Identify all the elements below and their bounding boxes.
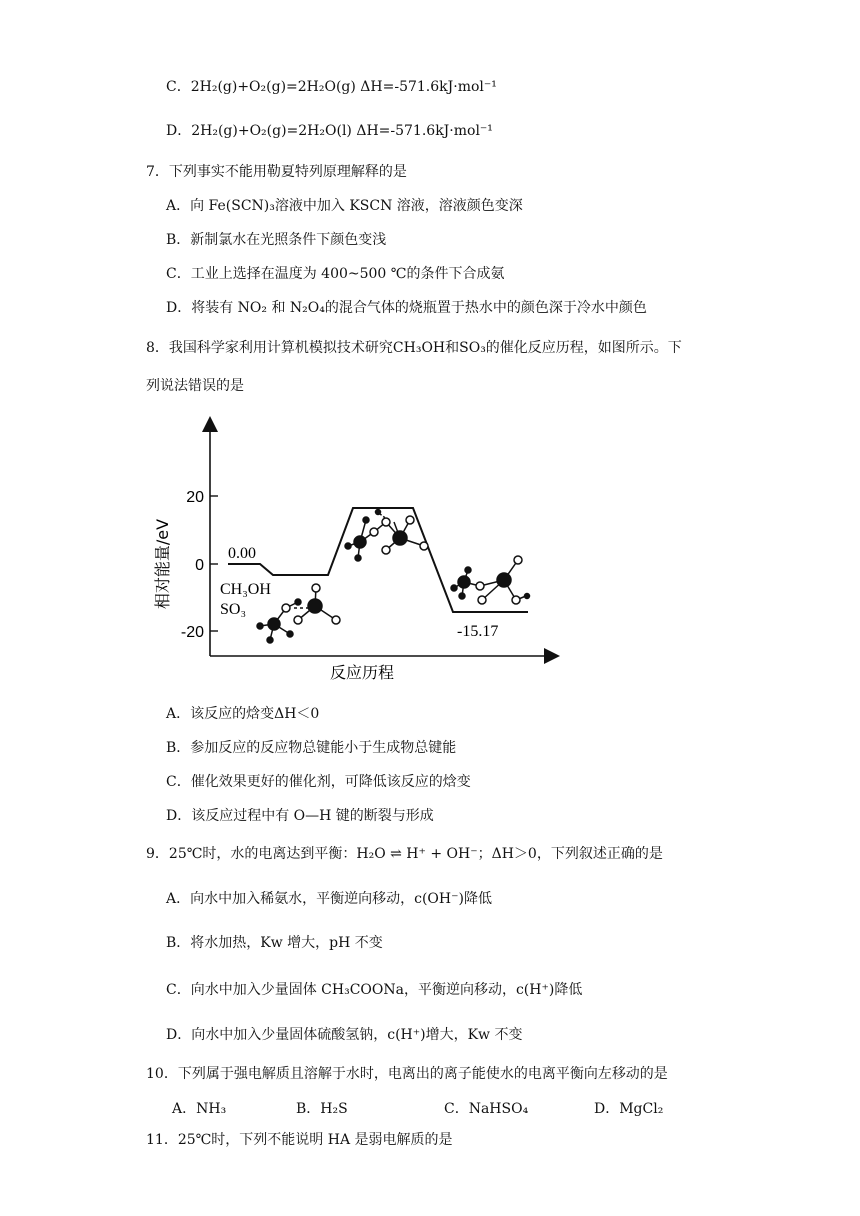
q8-stem-line1: 8．我国科学家利用计算机模拟技术研究CH₃OH和SO₃的催化反应历程，如图所示。下 <box>146 340 682 356</box>
q9-option-d: D．向水中加入少量固体硫酸氢钠，c(H⁺)增大，Kw 不变 <box>166 1027 523 1043</box>
y-tick-label-neg20: -20 <box>180 624 204 641</box>
q9-option-c: C．向水中加入少量固体 CH₃COONa，平衡逆向移动，c(H⁺)降低 <box>166 982 583 998</box>
q7-option-d: D．将装有 NO₂ 和 N₂O₄的混合气体的烧瓶置于热水中的颜色深于冷水中颜色 <box>166 300 647 316</box>
end-energy-label: -15.17 <box>457 623 499 640</box>
start-energy-label: 0.00 <box>228 545 256 562</box>
q8-option-b: B．参加反应的反应物总键能小于生成物总键能 <box>166 740 457 756</box>
q7-option-c: C．工业上选择在温度为 400~500 ℃的条件下合成氨 <box>166 266 505 282</box>
q10-stem: 10．下列属于强电解质且溶解于水时，电离出的离子能使水的电离平衡向左移动的是 <box>146 1066 668 1082</box>
reactant-so3-label: SO₃ <box>220 601 247 618</box>
product-molecule-model <box>451 556 530 604</box>
q10-option-d: D．MgCl₂ <box>594 1101 664 1117</box>
q8-stem-line2: 列说法错误的是 <box>146 378 244 394</box>
q8-option-c: C．催化效果更好的催化剂，可降低该反应的焓变 <box>166 774 471 790</box>
q9-option-b: B．将水加热，Kw 增大，pH 不变 <box>166 935 383 951</box>
q7-option-b: B．新制氯水在光照条件下颜色变浅 <box>166 232 387 248</box>
q10-options-row <box>0 1098 860 1122</box>
q10-option-a: A．NH₃ <box>172 1101 227 1117</box>
q9-stem: 9．25℃时，水的电离达到平衡：H₂O ⇌ H⁺ + OH⁻；ΔH＞0，下列叙述正确的是 <box>146 846 663 862</box>
q6-option-c: C．2H₂(g)+O₂(g)=2H₂O(g) ΔH=-571.6kJ·mol⁻¹ <box>166 79 497 95</box>
y-tick-label-0: 0 <box>195 557 204 574</box>
q8-option-a: A．该反应的焓变ΔH＜0 <box>166 706 320 722</box>
y-tick-label-20: 20 <box>186 489 204 506</box>
q10-option-b: B．H₂S <box>296 1101 348 1117</box>
q7-option-a: A．向 Fe(SCN)₃溶液中加入 KSCN 溶液，溶液颜色变深 <box>166 198 523 214</box>
q6-option-d: D．2H₂(g)+O₂(g)=2H₂O(l) ΔH=-571.6kJ·mol⁻¹ <box>166 123 493 139</box>
x-axis-label: 反应历程 <box>329 663 395 682</box>
q9-option-a: A．向水中加入稀氨水，平衡逆向移动，c(OH⁻)降低 <box>166 891 492 907</box>
q8-option-d: D．该反应过程中有 O—H 键的断裂与形成 <box>166 808 434 824</box>
q11-stem: 11．25℃时，下列不能说明 HA 是弱电解质的是 <box>146 1132 453 1148</box>
y-axis-label: 相对能量/eV <box>153 518 172 610</box>
reactant-ch3oh-label: CH₃OH <box>220 581 271 598</box>
q7-stem: 7．下列事实不能用勒夏特列原理解释的是 <box>146 164 407 180</box>
q10-option-c: C．NaHSO₄ <box>444 1101 529 1117</box>
energy-profile-chart <box>148 416 568 688</box>
